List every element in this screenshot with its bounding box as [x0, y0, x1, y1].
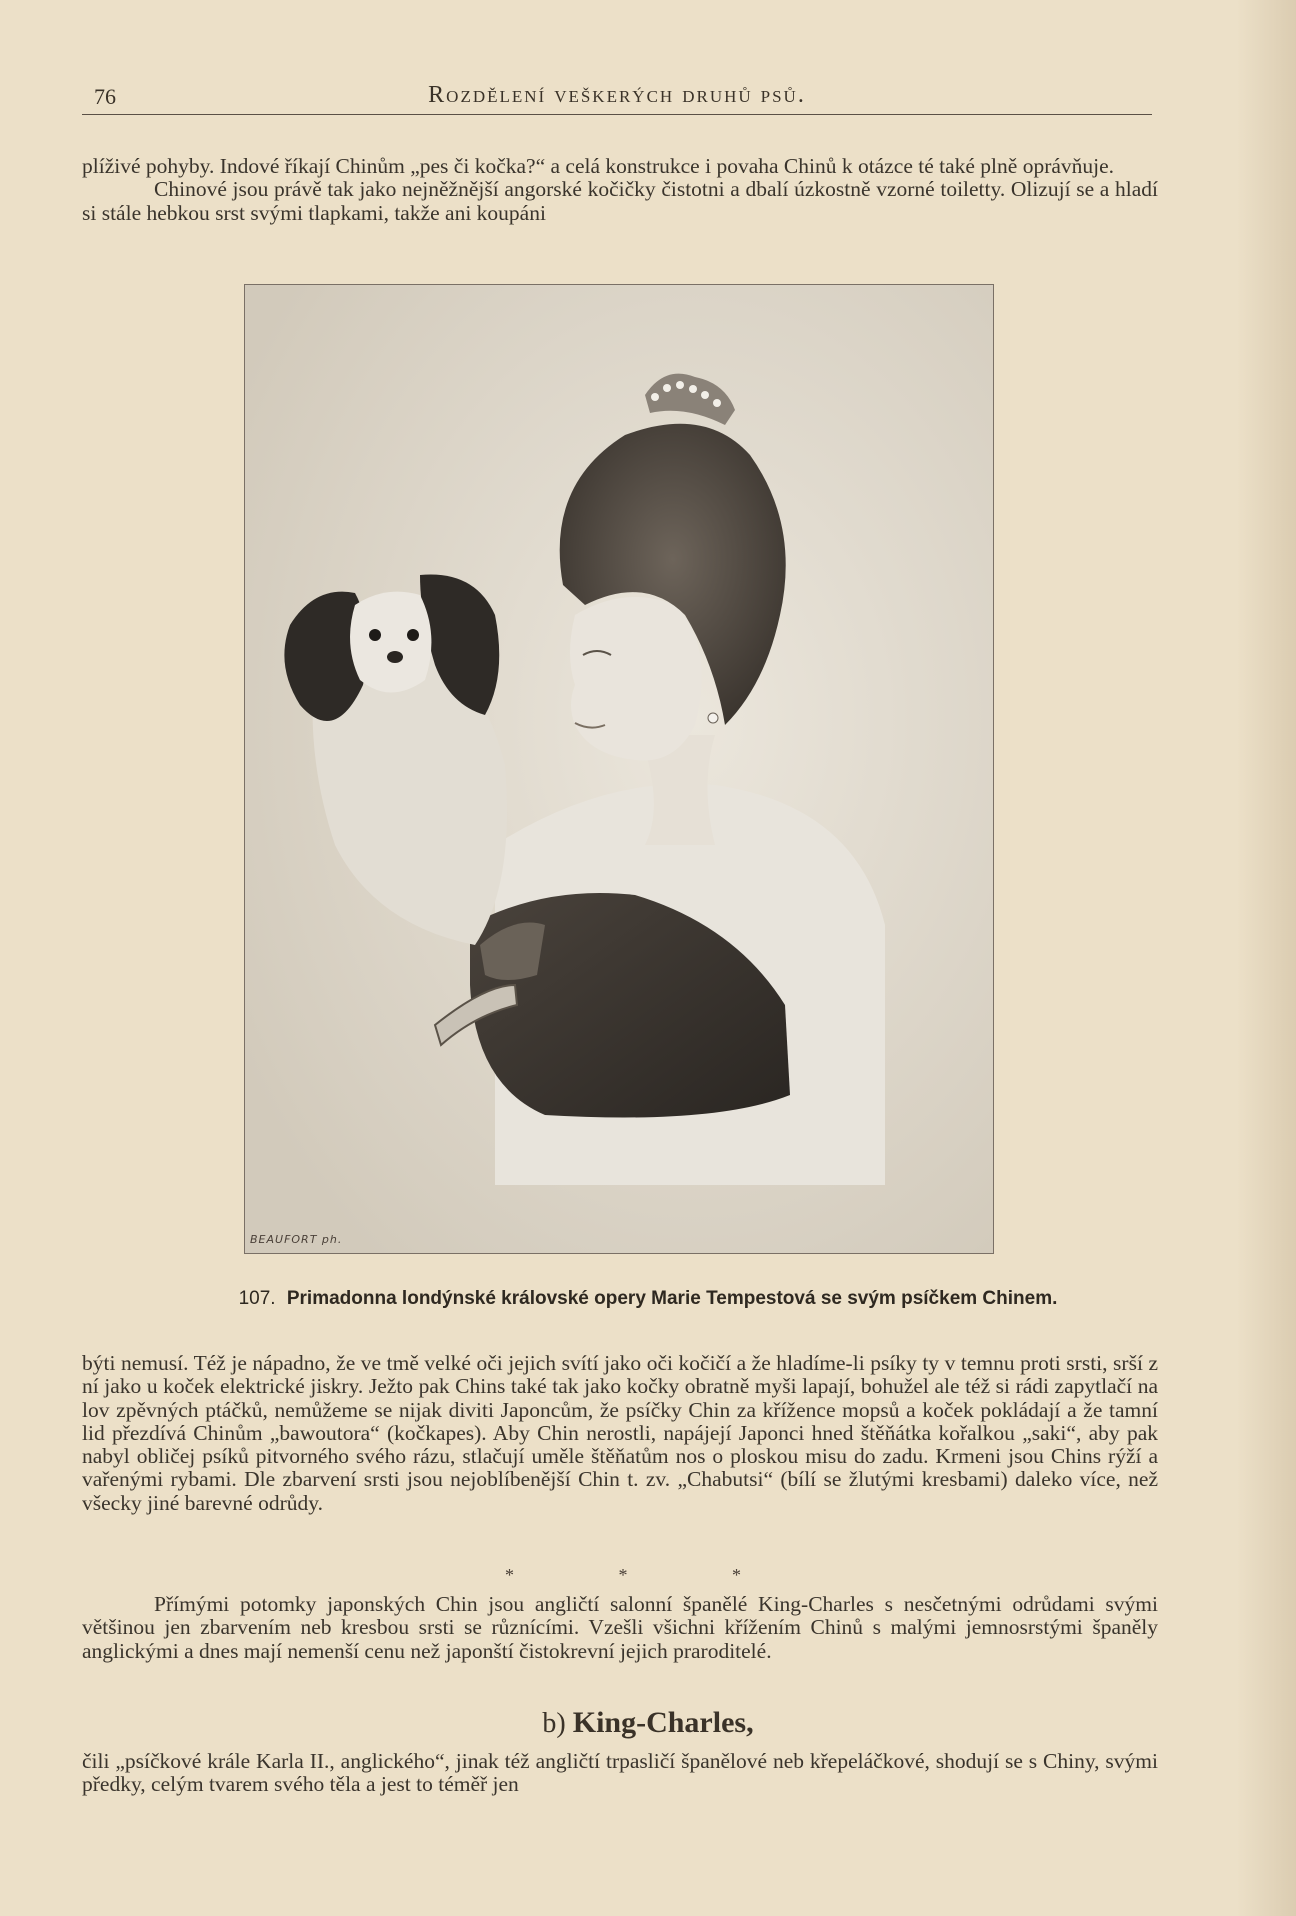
paragraph-1: plíživé pohyby. Indové říkají Chinům „pes či kočka?“ a celá konstrukce i povaha Chinů k otázce té také plně oprávňuje. — [82, 154, 1115, 178]
text-block-bottom — [82, 1750, 1158, 1797]
photo-illustration — [245, 285, 993, 1253]
section-prefix: b) — [542, 1708, 566, 1739]
figure-photograph — [244, 284, 994, 1254]
dog-eye-left — [369, 629, 381, 641]
paragraph-3: býti nemusí. Též je nápadno, že ve tmě velké oči jejich svítí jako oči kočičí a že hladíme-li psíky ty v temnu proti srsti, srší z ní jako u koček elektrické jiskry. Ježto pak Chins také tak jako kočky obratně myši lapají, bohužel ale též si rádi zapytlačí na lov zpěvných ptáčků, nemůžeme se nijak diviti Japoncům, že psíčky Chin za křížence mopsů a koček pokládají a že tamní lid přezdívá Chinům „bawoutora“ (kočkapes). Aby Chin nerostli, napájejí Japonci hned štěňátka kořalkou „saki“, aby pak nabyl obličej psíků pitvorného svého rázu, stlačují uměle štěňatům nos o ploskou misu do zadu. Krmeni jsou Chins rýží a vařenými rybami. Dle zbarvení srsti jsou nejoblíbenější Chin t. zv. „Chabutsi“ (bílí se žlutými kresbami) daleko více, než všecky jiné barevné odrůdy. — [82, 1351, 1158, 1515]
page-number: 76 — [94, 84, 116, 109]
section-separator: * * * — [505, 1565, 791, 1585]
dog-face — [350, 592, 431, 693]
figure-caption — [0, 1287, 1296, 1310]
section-heading — [0, 1706, 1296, 1740]
text-block-middle — [82, 1352, 1158, 1515]
face — [570, 597, 702, 761]
caption-text: Primadonna londýnské královské opery Marie Tempestová se svým psíčkem Chinem. — [286, 1288, 1058, 1309]
paragraph-5: čili „psíčkové krále Karla II., anglického“, jinak též angličtí trpasličí španělové neb křepeláčkové, shodují se s Chiny, svými předky, celým tvarem svého těla a jest to téměř jen — [82, 1749, 1158, 1797]
pearl-earring — [708, 713, 718, 723]
paragraph-2: Chinové jsou právě tak jako nejněžnější angorské kočičky čistotni a dbalí úzkostně vzorné toiletty. Olizují se a hladí si stále hebkou srst svými tlapkami, takže ani koupáni — [82, 177, 1158, 225]
text-block-top — [82, 155, 1158, 225]
page-edge-shadow — [1236, 0, 1296, 1916]
photo-credit: BEAUFORT ph. — [250, 1233, 343, 1246]
text-block-lower — [82, 1593, 1158, 1663]
running-title: Rozdělení veškerých druhů psů. — [428, 82, 806, 108]
dog-eye-right — [407, 629, 419, 641]
page-header — [82, 80, 1152, 115]
paragraph-4: Přímými potomky japonských Chin jsou angličtí salonní španělé King-Charles s nesčetnými odrůdami svými většinou jen zbarvením neb kresbou srsti se různícími. Vzešli všichni křížením Chinů s malými jemnosrstými španěly anglickými a dnes mají nemenší cenu než japonští čistokrevní jejich praroditelé. — [82, 1592, 1158, 1663]
section-title: King-Charles, — [572, 1706, 754, 1739]
figure-number: 107. — [238, 1288, 276, 1309]
dog-nose — [387, 651, 403, 663]
